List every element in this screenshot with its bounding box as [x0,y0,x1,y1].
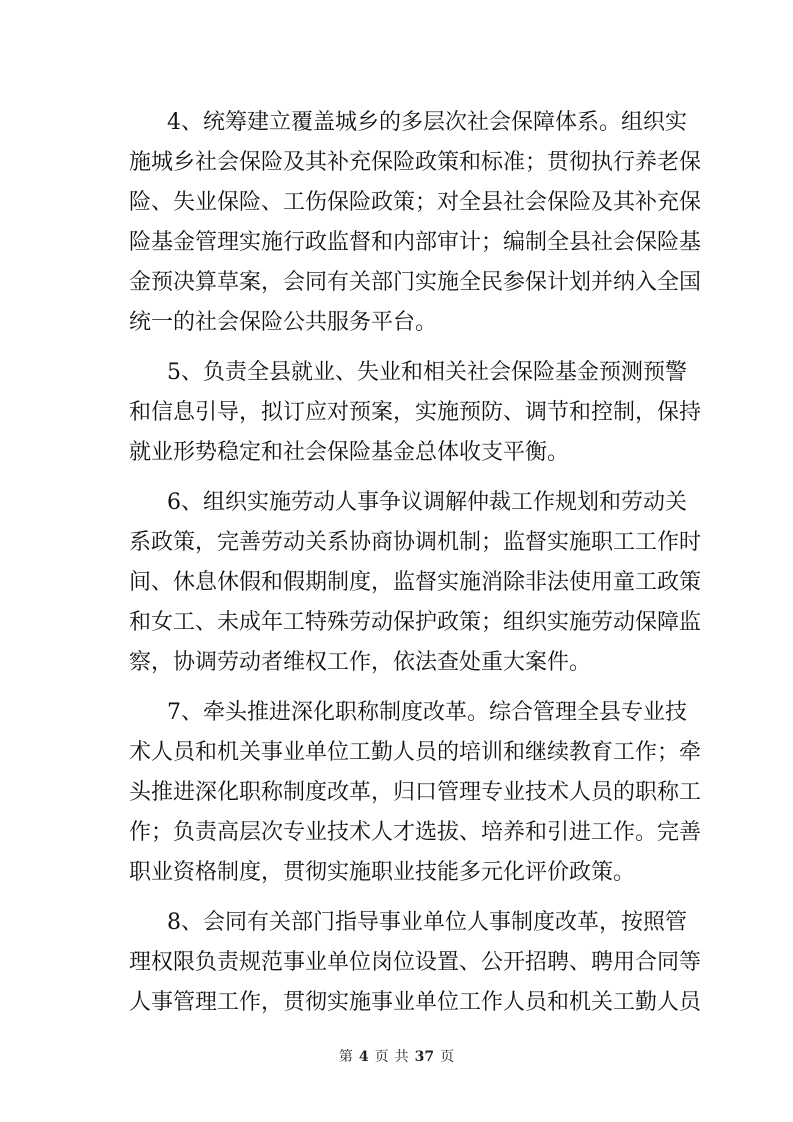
paragraph-5-line-2: 和信息引导，拟订应对预案，实施预防、调节和控制，保持 [129,400,702,425]
paragraph-7-line-4: 作；负责高层次专业技术人才选拔、培养和引进工作。完善 [129,820,702,845]
footer-total-pages: 37 [414,1049,435,1065]
paragraph-5-line-1: 5、负责全县就业、失业和相关社会保险基金预测预警 [167,360,687,385]
paragraph-6-line-5: 察，协调劳动者维权工作，依法查处重大案件。 [129,650,592,675]
paragraph-7-line-5: 职业资格制度，贯彻实施职业技能多元化评价政策。 [129,860,636,885]
footer-page-number: 4 [358,1049,369,1065]
footer-page-word: 页 [374,1049,389,1065]
paragraph-4-line-4: 险基金管理实施行政监督和内部审计；编制全县社会保险基 [129,230,702,255]
page-footer [0,1047,793,1067]
footer-suffix: 页 [440,1049,455,1065]
paragraph-8-line-2: 理权限负责规范事业单位岗位设置、公开招聘、聘用合同等 [129,950,702,975]
paragraph-6-line-3: 间、休息休假和假期制度，监督实施消除非法使用童工政策 [129,570,702,595]
paragraph-4-line-2: 施城乡社会保险及其补充保险政策和标准；贯彻执行养老保 [129,150,702,175]
footer-total-word: 共 [394,1049,409,1065]
paragraph-7-line-2: 术人员和机关事业单位工勤人员的培训和继续教育工作；牵 [129,740,702,765]
paragraph-4-line-5: 金预决算草案，会同有关部门实施全民参保计划并纳入全国 [129,270,702,295]
footer-prefix: 第 [338,1049,353,1065]
paragraph-7-line-3: 头推进深化职称制度改革，归口管理专业技术人员的职称工 [129,780,702,805]
paragraph-4-line-6: 统一的社会保险公共服务平台。 [129,310,438,335]
paragraph-4-line-3: 险、失业保险、工伤保险政策；对全县社会保险及其补充保 [129,190,702,215]
paragraph-6-line-2: 系政策，完善劳动关系协商协调机制；监督实施职工工作时 [129,530,702,555]
paragraph-4-line-1: 4、统筹建立覆盖城乡的多层次社会保障体系。组织实 [167,110,687,135]
paragraph-6-line-1: 6、组织实施劳动人事争议调解仲裁工作规划和劳动关 [167,490,687,515]
paragraph-5-line-3: 就业形势稳定和社会保险基金总体收支平衡。 [129,440,570,465]
paragraph-6-line-4: 和女工、未成年工特殊劳动保护政策；组织实施劳动保障监 [129,610,702,635]
paragraph-8-line-1: 8、会同有关部门指导事业单位人事制度改革，按照管 [167,910,687,935]
paragraph-8-line-3: 人事管理工作，贯彻实施事业单位工作人员和机关工勤人员 [129,990,702,1015]
paragraph-7-line-1: 7、牵头推进深化职称制度改革。综合管理全县专业技 [167,700,687,725]
